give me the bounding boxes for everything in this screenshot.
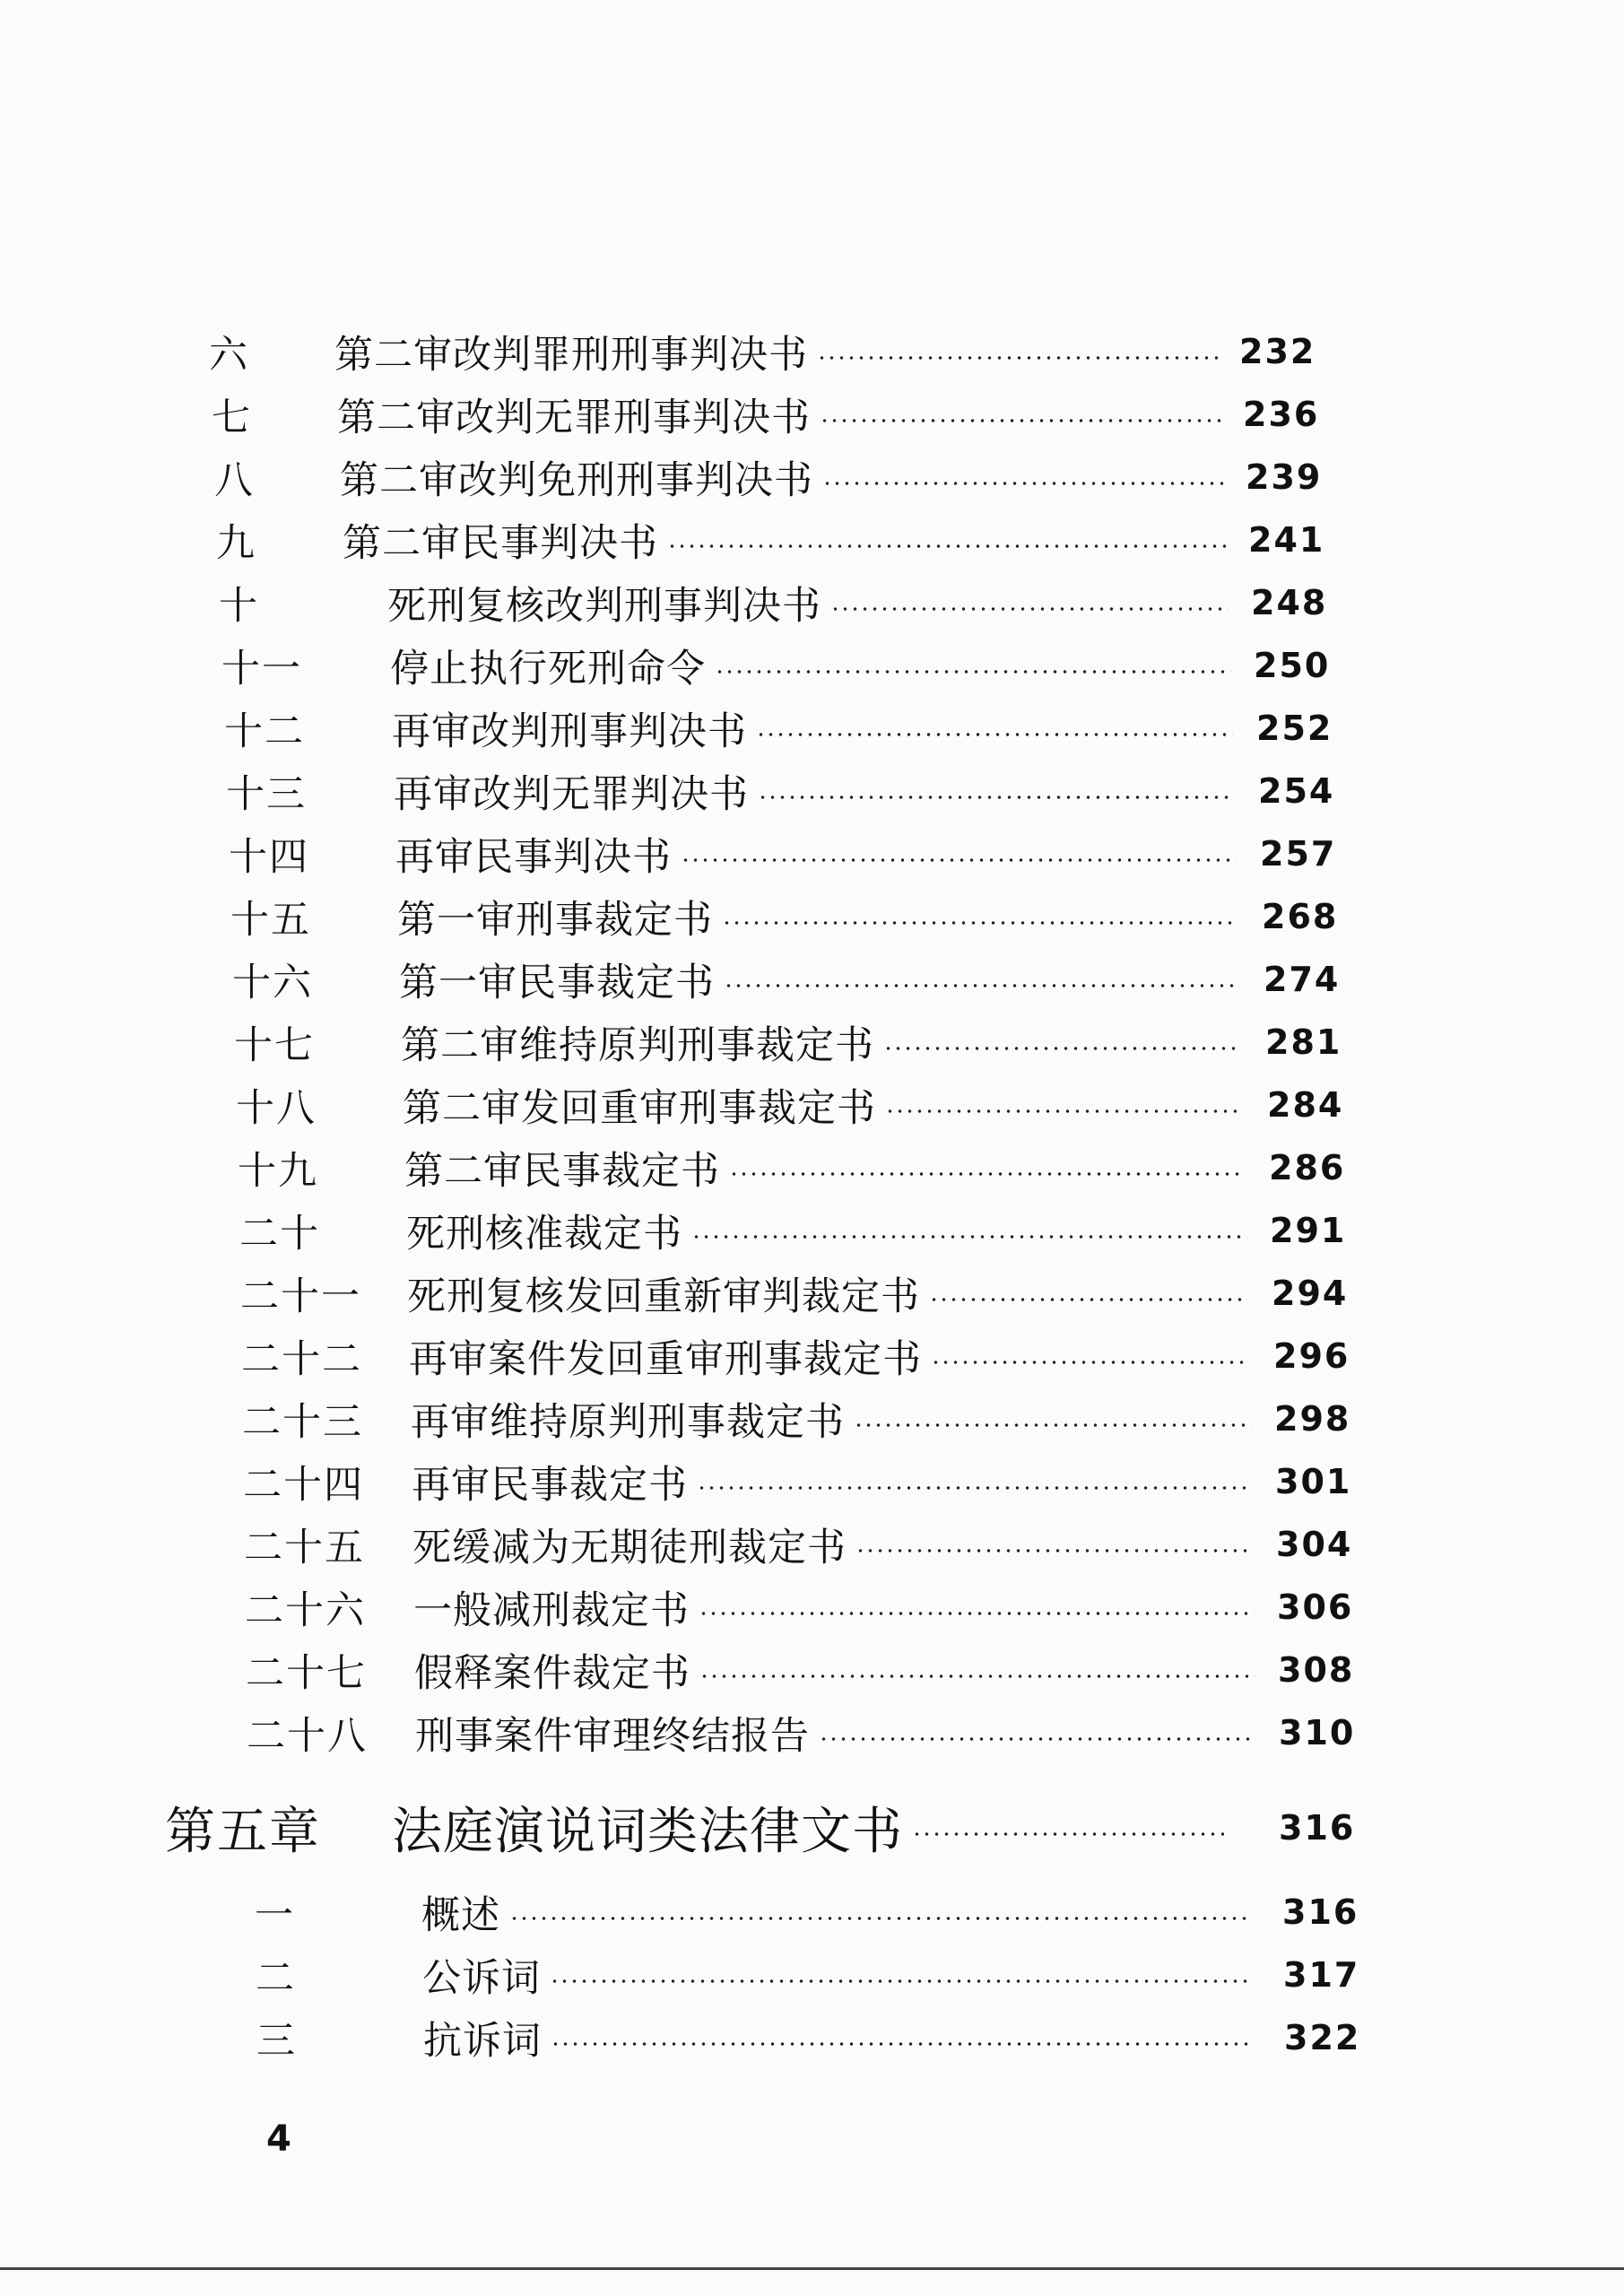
page-number: 4 [266,2118,291,2160]
entry-number: 七 [212,395,252,440]
entry-number: 十七 [234,1022,315,1068]
entry-page: 291 [1270,1211,1347,1250]
entry-title: 第二审民事裁定书 [404,1148,720,1193]
chapter-number: 第五章 [165,1803,321,1861]
dot-leader [509,1917,1251,1920]
dot-leader [855,1549,1254,1552]
dot-leader [883,1047,1242,1050]
dot-leader [722,921,1238,925]
entry-page: 252 [1256,709,1333,748]
entry-page: 294 [1272,1274,1349,1313]
entry-page: 322 [1284,2018,1361,2057]
entry-title: 第二审维持原判刑事裁定书 [401,1022,874,1067]
dot-leader [931,1361,1250,1364]
dot-leader [817,356,1218,360]
entry-page: 268 [1262,897,1339,936]
entry-page: 310 [1279,1713,1356,1752]
entry-title: 第二审改判免刑刑事判决书 [340,457,813,502]
entry-number: 一 [255,1892,295,1938]
entry-title: 第一审民事裁定书 [399,960,715,1004]
entry-title: 第一审刑事裁定书 [397,897,713,942]
entry-page: 257 [1260,834,1337,874]
entry-title: 停止执行死刑命令 [390,646,706,691]
entry-title: 第二审民事判决书 [343,520,658,565]
bottom-edge-line [0,2267,1624,2270]
entry-page: 274 [1264,960,1341,999]
entry-title: 假释案件裁定书 [414,1650,690,1695]
entry-title: 一般减刑裁定书 [413,1587,690,1632]
entry-page: 241 [1248,520,1325,560]
entry-number: 八 [214,457,255,503]
entry-page: 298 [1274,1399,1351,1439]
dot-leader [715,670,1231,674]
entry-number: 三 [256,2018,297,2064]
entry-number: 十九 [238,1148,318,1194]
entry-title: 死刑核准裁定书 [406,1211,682,1256]
entry-number: 二十一 [240,1274,361,1319]
entry-number: 二十 [239,1211,320,1257]
entry-number: 十四 [229,834,309,880]
entry-number: 二十五 [244,1525,365,1570]
entry-title: 公诉词 [422,1955,541,2000]
entry-title: 第二审改判无罪刑事判决书 [337,395,811,439]
dot-leader [830,607,1229,611]
entry-page: 308 [1278,1650,1355,1690]
entry-number: 六 [209,332,249,378]
chapter-title: 法庭演说词类法律文书 [392,1803,903,1860]
dot-leader [551,2042,1253,2046]
entry-number: 二十二 [241,1336,362,1382]
entry-number: 十八 [236,1085,317,1131]
entry-title: 抗诉词 [423,2018,542,2063]
entry-page: 296 [1273,1336,1350,1376]
entry-number: 二十三 [242,1399,363,1445]
entry-number: 二 [256,1955,296,2001]
dot-leader [820,419,1220,422]
entry-number: 二十四 [243,1462,364,1508]
entry-title: 再审改判无罪判决书 [394,771,749,816]
dot-leader [729,1172,1246,1176]
dot-leader [699,1612,1255,1615]
entry-title: 第二审改判罪刑刑事判决书 [334,332,808,377]
entry-number: 二十六 [245,1587,366,1633]
entry-page: 284 [1267,1085,1344,1125]
dot-leader [885,1109,1244,1113]
entry-title: 再审维持原判刑事裁定书 [411,1399,845,1444]
entry-page: 281 [1265,1022,1342,1062]
entry-title: 再审民事判决书 [395,834,672,879]
entry-title: 再审民事裁定书 [412,1462,688,1507]
dot-leader [699,1674,1255,1678]
entry-page: 316 [1282,1892,1359,1932]
entry-number: 十三 [226,771,307,817]
entry-page: 286 [1269,1148,1346,1187]
entry-title: 刑事案件审理终结报告 [415,1713,810,1758]
entry-page: 304 [1276,1525,1353,1564]
dot-leader [691,1235,1247,1239]
entry-page: 254 [1258,771,1335,811]
dot-leader [697,1486,1253,1490]
entry-number: 九 [216,520,256,566]
entry-title: 死缓减为无期徒刑裁定书 [413,1525,847,1570]
dot-leader [819,1737,1256,1741]
dot-leader [929,1298,1248,1301]
entry-page: 236 [1243,395,1320,434]
entry-number: 十六 [232,960,313,1005]
dot-leader [912,1832,1224,1836]
entry-number: 二十八 [247,1713,368,1759]
entry-title: 第二审发回重审刑事裁定书 [403,1085,876,1130]
dot-leader [822,482,1223,485]
dot-leader [758,796,1235,799]
dot-leader [724,984,1240,987]
entry-number: 十 [219,583,259,629]
entry-page: 301 [1275,1462,1352,1501]
entry-title: 再审改判刑事判决书 [392,709,747,753]
chapter-page: 316 [1279,1808,1356,1848]
entry-title: 再审案件发回重审刑事裁定书 [409,1336,922,1381]
entry-page: 232 [1239,332,1316,371]
entry-number: 二十七 [246,1650,367,1696]
entry-title: 死刑复核改判刑事判决书 [387,583,821,628]
entry-page: 317 [1283,1955,1360,1995]
entry-page: 248 [1251,583,1328,622]
dot-leader [667,544,1226,548]
entry-title: 死刑复核发回重新审判裁定书 [407,1274,920,1318]
dot-leader [756,733,1233,736]
dot-leader [550,1979,1252,1983]
entry-number: 十二 [224,709,305,754]
entry-page: 250 [1254,646,1331,685]
dot-leader [854,1423,1252,1427]
dot-leader [681,858,1237,862]
entry-number: 十五 [230,897,311,943]
entry-page: 306 [1277,1587,1354,1627]
entry-number: 十一 [221,646,302,691]
entry-page: 239 [1246,457,1323,497]
entry-title: 概述 [421,1892,500,1937]
